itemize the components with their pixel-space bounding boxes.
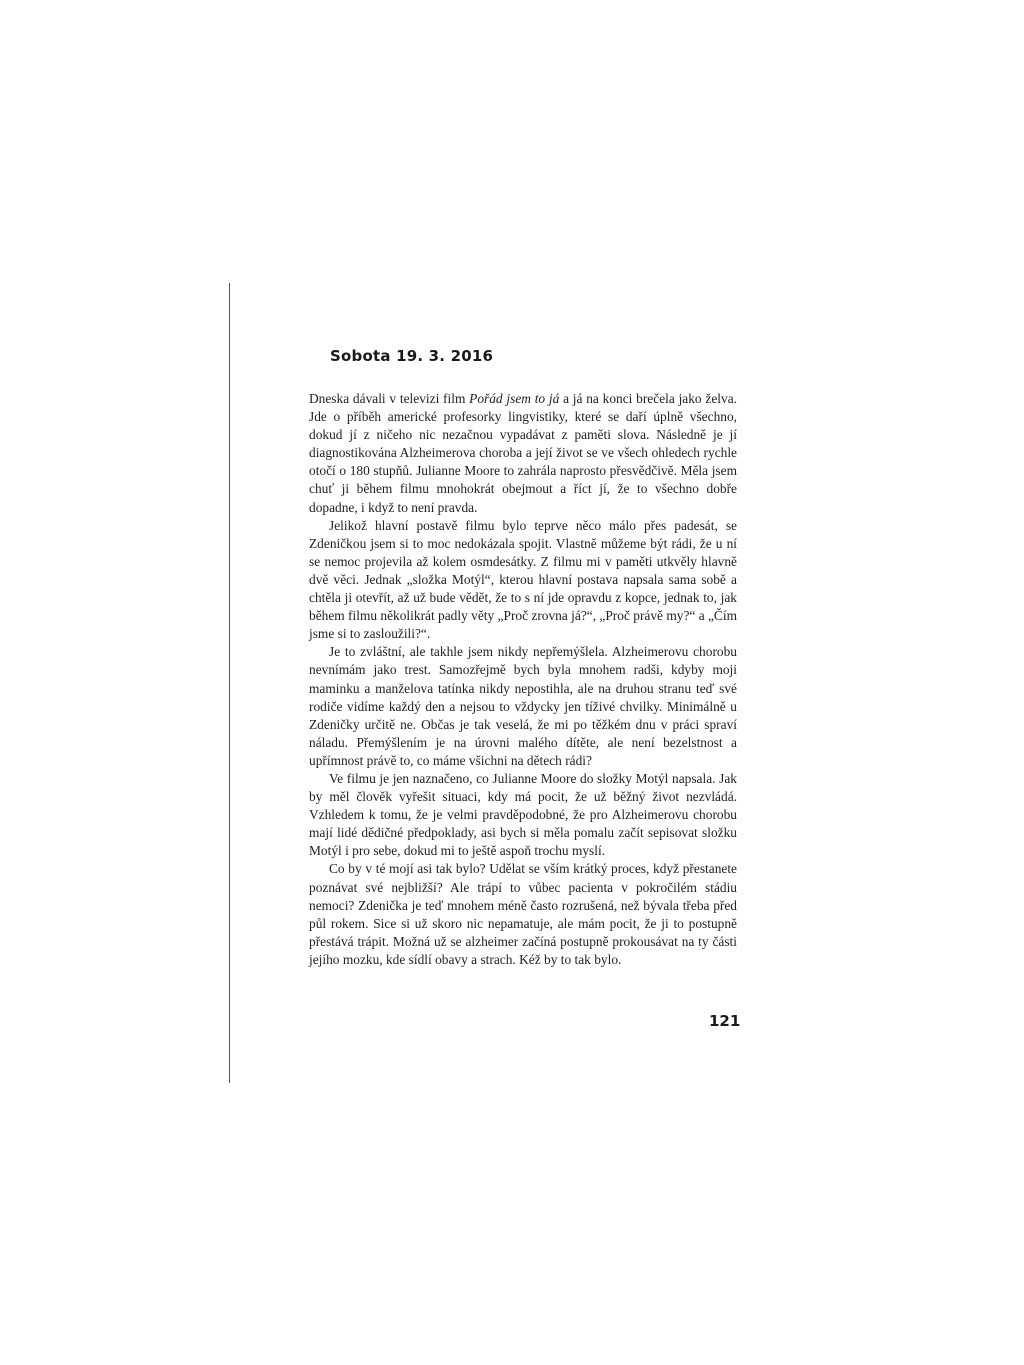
page-number: 121 bbox=[709, 1012, 741, 1030]
diary-entry-body bbox=[309, 390, 737, 969]
paragraph-1 bbox=[309, 390, 737, 517]
paragraph-1-before-title: Dneska dávali v televizi film bbox=[309, 391, 470, 406]
gutter-line bbox=[229, 283, 230, 1083]
paragraph-3: Je to zvláštní, ale takhle jsem nikdy nepřemýšlela. Alzheimerovu chorobu nevnímám jako trest. Samozřejmě bych byla mnohem radši, kdyby moji maminku a manželova tatínka nikdy nepostihla, ale na druhou stranu teď své rodiče vidíme každý den a nejsou to vždycky jen tíživé chvilky. Minimálně u Zdeničky určitě ne. Občas je tak veselá, že mi po těžkém dnu v práci spraví náladu. Přemýšlením je na úrovni malého dítěte, ale není bezelstnost a upřímnost právě to, co máme všichni na dětech rádi? bbox=[309, 644, 737, 768]
paragraph-4: Ve filmu je jen naznačeno, co Julianne Moore do složky Motýl napsala. Jak by měl člověk vyřešit situaci, kdy má pocit, že už běžný život nezvládá. Vzhledem k tomu, že je velmi pravděpodobné, že pro Alzheimerovu chorobu mají lidé dědičné předpoklady, asi bych si měla pomalu začít sepisovat složku Motýl i pro sebe, dokud mi to ještě aspoň trochu myslí. bbox=[309, 770, 737, 859]
film-title: Pořád jsem to já bbox=[469, 391, 560, 406]
paragraph-2: Jelikož hlavní postavě filmu bylo teprve něco málo přes padesát, se Zdeničkou jsem si to moc nedokázala spojit. Vlastně můžeme být rádi, že u ní se nemoc projevila až kolem osmdesátky. Z filmu mi v paměti utkvěly hlavně dvě věci. Jednak „složka Motýl“, kterou hlavní postava napsala sama sobě a chtěla ji otevřít, až už bude vědět, že to s ní jde opravdu z kopce, jednak to, jak během filmu několikrát padly věty „Proč zrovna já?“, „Proč právě my?“ a „Čím jsme si to zasloužili?“. bbox=[309, 517, 737, 642]
diary-entry-date-heading: Sobota 19. 3. 2016 bbox=[330, 347, 494, 365]
paragraph-5: Co by v té mojí asi tak bylo? Udělat se vším krátký proces, když přestanete poznávat své nejbližší? Ale trápí to vůbec pacienta v pokročilém stádiu nemoci? Zdenička je teď mnohem méně často rozrušená, než bývala třeba před půl rokem. Sice si už skoro nic nepamatuje, ale mám pocit, že ji to postupně přestává trápit. Možná už se alzheimer začíná postupně prokousávat na ty části jejího mozku, kde sídlí obavy a strach. Kéž by to tak bylo. bbox=[309, 861, 737, 967]
paragraph-1-after-title: a já na konci brečela jako želva. Jde o příběh americké profesorky lingvistiky, které se daří úplně všechno, dokud jí z ničeho nic nezačnou vypadávat z paměti slova. Následně je jí diagnostikována Alzheimerova choroba a její život se ve všech ohledech rychle otočí o 180 stupňů. Julianne Moore to zahrála naprosto přesvědčivě. Měla jsem chuť ji během filmu mnohokrát obejmout a říct jí, že to všechno dobře dopadne, i když to není pravda. bbox=[309, 391, 737, 515]
